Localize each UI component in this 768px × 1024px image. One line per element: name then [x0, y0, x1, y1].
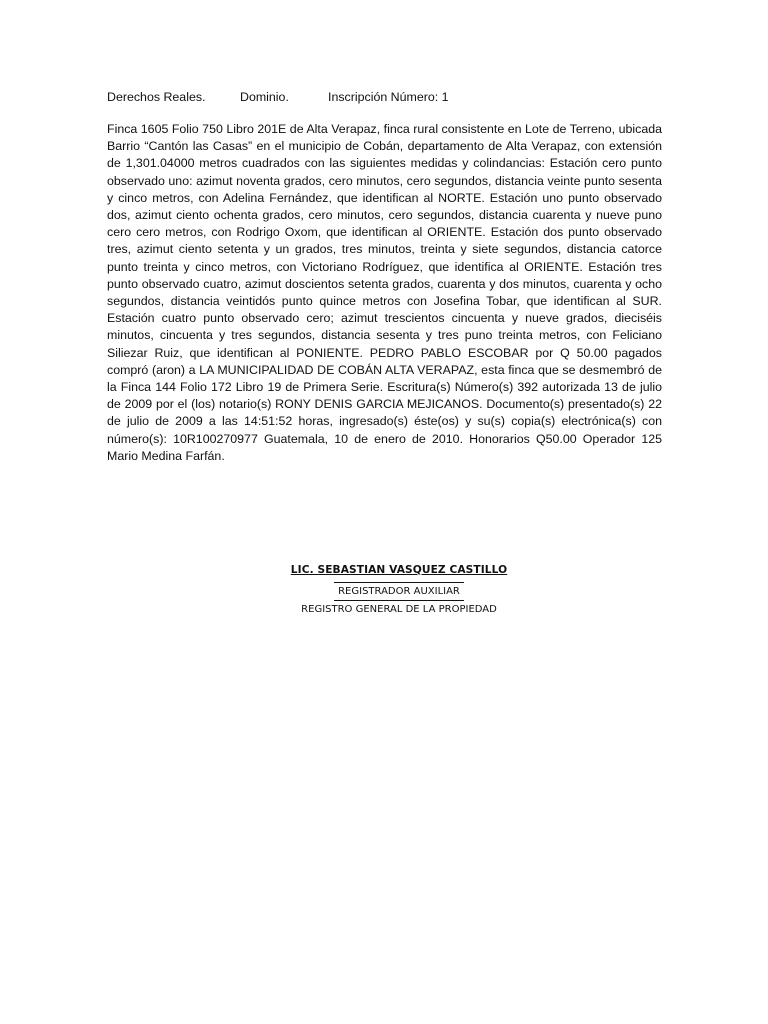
registrar-title: REGISTRADOR AUXILIAR — [334, 582, 464, 601]
inscription-number: Inscripción Número: 1 — [328, 90, 449, 104]
document-header — [107, 90, 449, 104]
signature-block — [250, 558, 548, 618]
registrar-name: LIC. SEBASTIAN VASQUEZ CASTILLO — [290, 564, 508, 576]
domain-label: Dominio. — [240, 90, 289, 104]
registry-office: REGISTRO GENERAL DE LA PROPIEDAD — [301, 604, 497, 615]
rights-label: Derechos Reales. — [107, 90, 206, 104]
registry-entry-paragraph: Finca 1605 Folio 750 Libro 201E de Alta Verapaz, finca rural consistente en Lote de Terreno, ubicada Barrio “Cantón las Casas” en el municipio de Cobán, departamento de Alta Verapaz, con extensión de 1,301.04000 metros cuadrados con las siguientes medidas y colindancias: Estación cero punto observado uno: azimut noventa grados, cero minutos, cero segundos, distancia veinte punto sesenta y cinco metros, con Adelina Fernández, que identifican al NORTE. Estación uno punto observado dos, azimut ciento ochenta grados, cero minutos, cero segundos, distancia cuarenta y nueve puno cero cero metros, con Rodrigo Oxom, que identifican al ORIENTE. Estación dos punto observado tres, azimut ciento setenta y un grados, tres minutos, treinta y siete segundos, distancia catorce punto treinta y cinco metros, con Victoriano Rodríguez, que identifica al ORIENTE. Estación tres punto observado cuatro, azimut doscientos setenta grados, cuarenta y dos minutos, cuarenta y ocho segundos, distancia veintidós punto quince metros con Josefina Tobar, que identifican al SUR. Estación cuatro punto observado cero; azimut trescientos cincuenta y nueve grados, dieciséis minutos, cincuenta y tres segundos, distancia sesenta y tres puno treinta metros, con Feliciano Siliezar Ruiz, que identifican al PONIENTE. PEDRO PABLO ESCOBAR por Q 50.00 pagados compró (aron) a LA MUNICIPALIDAD DE COBÁN ALTA VERAPAZ, esta finca que se desmembró de la Finca 144 Folio 172 Libro 19 de Primera Serie. Escritura(s) Número(s) 392 autorizada 13 de julio de 2009 por el (los) notario(s) RONY DENIS GARCIA MEJICANOS. Documento(s) presentado(s) 22 de julio de 2009 a las 14:51:52 horas, ingresado(s) éste(os) y su(s) copia(s) electrónica(s) con número(s): 10R100270977 Guatemala, 10 de enero de 2010. Honorarios Q50.00 Operador 125 Mario Medina Farfán. — [107, 122, 662, 463]
